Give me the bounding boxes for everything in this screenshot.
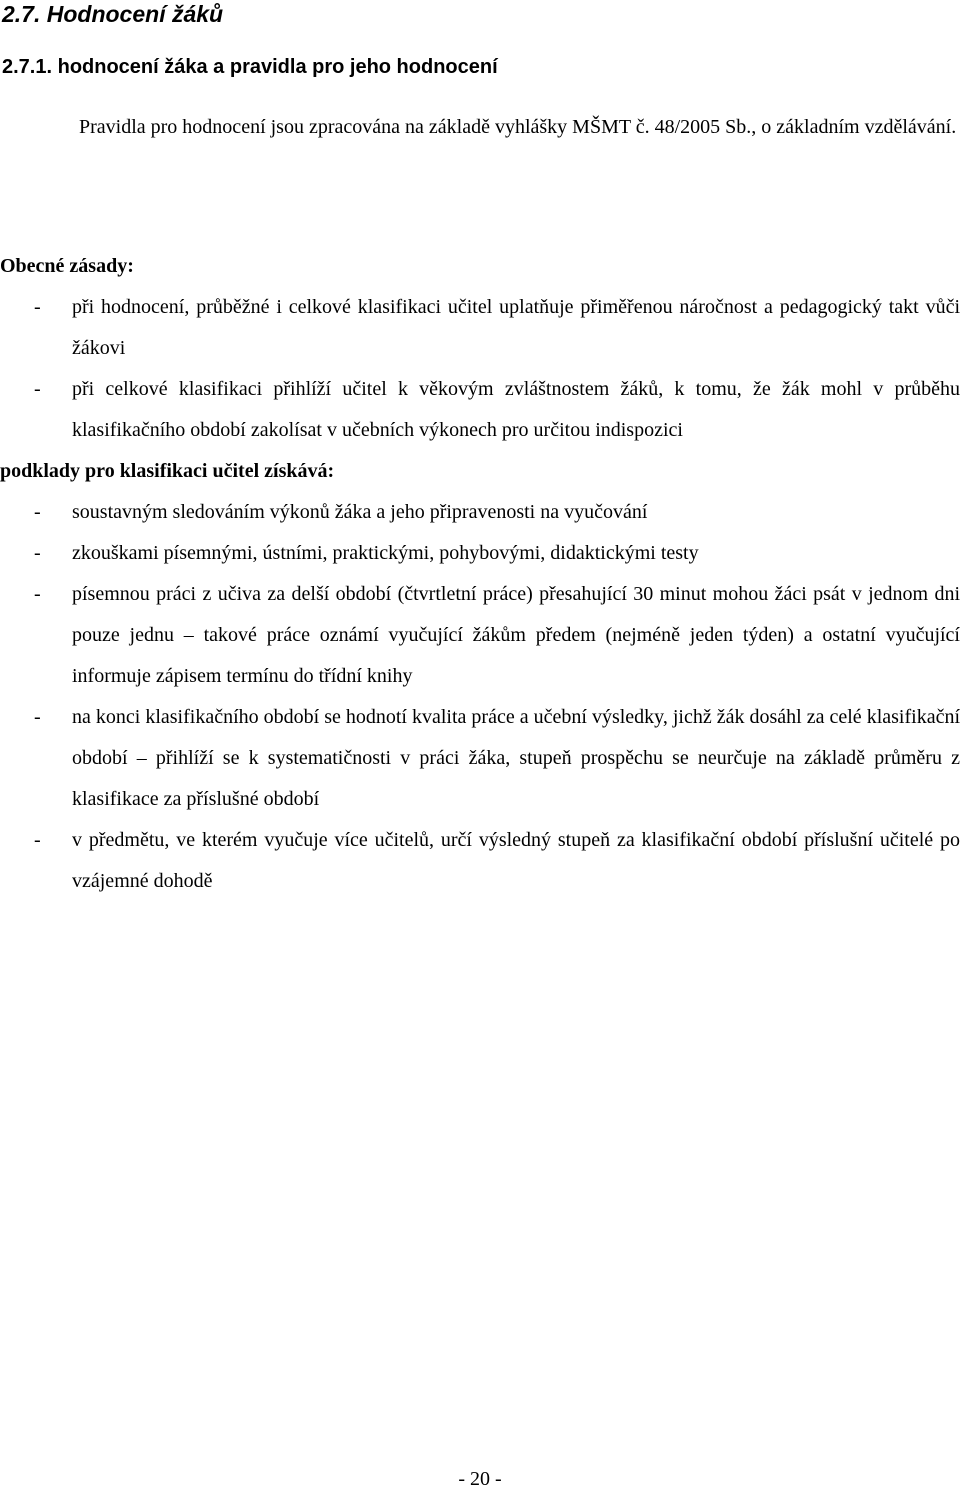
list-bullet: - xyxy=(34,583,41,605)
subsection-heading: 2.7.1. hodnocení žáka a pravidla pro jeho hodnocení xyxy=(2,56,498,78)
page-number: - 20 - xyxy=(458,1468,502,1490)
list-item-text: při hodnocení, průběžné i celkové klasifikaci učitel uplatňuje přiměřenou náročnost a pedagogický takt vůči žákovi xyxy=(72,296,960,359)
list-item-text: soustavným sledováním výkonů žáka a jeho připravenosti na vyučování xyxy=(72,501,648,523)
list-item-text: při celkové klasifikaci přihlíží učitel k věkovým zvláštnostem žáků, k tomu, že žák mohl v průběhu klasifikačního období zakolísat v učebních výkonech pro určitou indispozici xyxy=(72,378,960,441)
list-bullet: - xyxy=(34,501,41,523)
section-heading: 2.7. Hodnocení žáků xyxy=(2,1,224,27)
list-item xyxy=(0,287,960,369)
list-bullet: - xyxy=(34,296,41,318)
list-item-text: v předmětu, ve kterém vyučuje více učitelů, určí výsledný stupeň za klasifikační období příslušní učitelé po vzájemné dohodě xyxy=(72,829,960,892)
general-rules-title: Obecné zásady: xyxy=(0,255,134,277)
list-bullet: - xyxy=(34,542,41,564)
list-item xyxy=(0,369,960,451)
sources-list xyxy=(0,492,960,902)
list-item xyxy=(0,574,960,697)
general-rules-list xyxy=(0,287,960,451)
sources-title: podklady pro klasifikaci učitel získává: xyxy=(0,460,335,482)
list-item xyxy=(0,533,960,574)
intro-paragraph: Pravidla pro hodnocení jsou zpracována na základě vyhlášky MŠMT č. 48/2005 Sb., o základním vzdělávání. xyxy=(79,116,957,138)
list-bullet: - xyxy=(34,706,41,728)
list-item xyxy=(0,697,960,820)
list-item-text: písemnou práci z učiva za delší období (čtvrtletní práce) přesahující 30 minut mohou žáci psát v jednom dni pouze jednu – takové práce oznámí vyučující žákům předem (nejméně jeden týden) a ostatní vyučující informuje zápisem termínu do třídní knihy xyxy=(72,583,960,687)
list-bullet: - xyxy=(34,829,41,851)
list-item xyxy=(0,492,960,533)
list-item-text: zkouškami písemnými, ústními, praktickými, pohybovými, didaktickými testy xyxy=(72,542,699,564)
list-item-text: na konci klasifikačního období se hodnotí kvalita práce a učební výsledky, jichž žák dosáhl za celé klasifikační období – přihlíží se k systematičnosti v práci žáka, stupeň prospěchu se neurčuje na základě průměru z klasifikace za příslušné období xyxy=(72,706,960,810)
list-bullet: - xyxy=(34,378,41,400)
list-item xyxy=(0,820,960,902)
